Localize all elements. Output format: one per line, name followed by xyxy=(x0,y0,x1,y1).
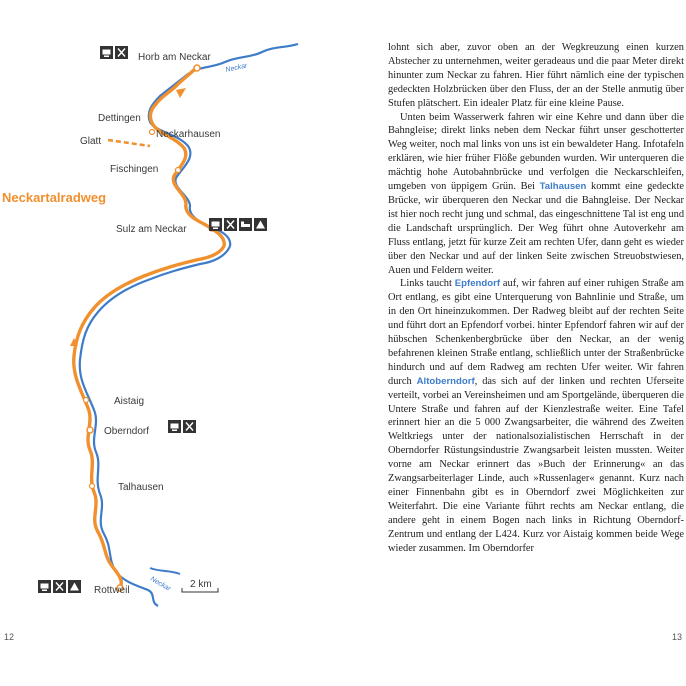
bed-icon xyxy=(239,218,252,231)
page-number-left: 12 xyxy=(4,632,15,642)
icons-oberndorf xyxy=(168,420,196,433)
neckar-tributary xyxy=(150,568,180,574)
text-column xyxy=(388,41,684,556)
p3-text-c: , das sich auf der linken und rechten Uferseite verteilt, vorbei an Vereinsheimen und am Sportgelände, überqueren die Untere Straße und fahren auf der Kienzlestraße weiter. Eine Tafel erinnert hier an die 5 000 Zwangsarbeiter, die während des Zweiten Weltkriegs unter der nationalsozialistischen Herrschaft in der Oberndorfer Rüstungsindustrie Zwangsarbeit leisten mussten. Weiter vorne am Neckar erinnert das »Buch der Erinnerung« an das Zwangsarbeiterlager Linde, auch »Russenlager« genannt. Kurz nach einer Finnenbahn gibt es in Oberndorf zwei Möglichkeiten zur Weiterfahrt. Die eine Variante führt rechts am Neckar entlang, die andere geht in einem Bogen nach links in Richtung Oberndorf-Zentrum und entlang der L424. Kurz vor Aistaig kommen beide Wege wieder zusammen. Im Oberndorfer xyxy=(388,375,684,554)
paragraph-3 xyxy=(388,277,684,555)
place-oberndorf: Oberndorf xyxy=(104,426,150,437)
marker-neckarhausen xyxy=(150,130,155,135)
train-icon xyxy=(38,580,51,593)
place-altoberndorf-highlight: Altoberndorf xyxy=(416,375,475,387)
p2-text-a: Unten beim Wasserwerk fahren wir eine Kehre und dann über die Bahngleise; direkt links neben dem Neckar führt unser geschotterter Weg weiter, noch mal links von uns ist ein bewaldeter Hang. Infotafeln erklären, wie hier früher Flöße gebunden wurden. Wir unterqueren die mächtig hohe Autobahnbrücke und verfolgen die Neckarschleifen, umgeben von üppigem Grün. Bei xyxy=(388,111,684,193)
food-icon xyxy=(183,420,196,433)
paragraph-2 xyxy=(388,111,684,278)
place-sulz: Sulz am Neckar xyxy=(116,224,187,235)
paragraph-1: lohnt sich aber, zuvor oben an der Wegkreuzung einen kurzen Abstecher zu unternehmen, weiter geradeaus und die paar Meter direkt hinunter zum Neckar zu fahren. Hier führt nämlich eine der typischen gedeckten Holzbrücken über den Fluss, der an der Stelle anmutig über Stufen plätschert. Ein idealer Platz für eine kleine Pause. xyxy=(388,42,684,109)
marker-oberndorf xyxy=(87,427,93,433)
scale-bar xyxy=(182,579,218,592)
food-icon xyxy=(53,580,66,593)
p2-text-b: kommt eine gedeckte Brücke, wir überqueren den Neckar und die Bahngleise. Der Neckar ist hier noch recht jung und schmal, das eingeschnittene Tal ist eng und die Landschaft ursprünglich. Der Weg führt ohne Autoverkehr am Fluss entlang, jetzt für kurze Zeit am rechten Ufer, dann geht es wieder über den Neckar und auf der linken Seite zwischen Streuobstwiesen, Auen und Feldern weiter. xyxy=(388,181,685,276)
place-rottweil: Rottweil xyxy=(94,585,130,596)
marker-fischingen xyxy=(176,168,181,173)
glatt-branch xyxy=(108,140,150,146)
camping-icon xyxy=(254,218,267,231)
icons-horb xyxy=(100,46,128,59)
place-glatt: Glatt xyxy=(80,136,102,147)
place-fischingen: Fischingen xyxy=(110,164,159,175)
camping-icon xyxy=(68,580,81,593)
place-aistaig: Aistaig xyxy=(114,396,145,407)
train-icon xyxy=(209,218,222,231)
route-title: Neckartalradweg xyxy=(2,190,107,205)
place-dettingen: Dettingen xyxy=(98,113,141,124)
marker-horb xyxy=(194,65,200,71)
food-icon xyxy=(224,218,237,231)
place-talhausen-highlight: Talhausen xyxy=(539,181,587,193)
route-map xyxy=(0,0,345,620)
p3-text-a: Links taucht xyxy=(400,278,455,290)
page-number-right: 13 xyxy=(672,632,683,642)
place-epfendorf-highlight: Epfendorf xyxy=(454,278,501,290)
icons-rottweil xyxy=(38,580,81,593)
food-icon xyxy=(115,46,128,59)
route-arrow-top xyxy=(176,88,186,98)
river-label-top: Neckar xyxy=(224,62,249,74)
marker-aistaig xyxy=(84,398,89,403)
place-horb: Horb am Neckar xyxy=(138,52,211,63)
train-icon xyxy=(100,46,113,59)
river-label-bottom: Neckar xyxy=(149,575,172,593)
scale-label: 2 km xyxy=(190,579,212,590)
train-icon xyxy=(168,420,181,433)
p3-text-b: auf, wir fahren auf einer ruhigen Straße am Ort entlang, es gibt eine Unterquerung von Bahnlinie und Straße, um in den Ort hineinzukommen. Der Radweg bleibt auf der rechten Seite und führt dort an Epfendorf vorbei. hinter Epfendorf fahren wir auf der hübschen Schenkenbergbrücke über den Neckar, an der wenig befahrenen kleinen Straße entlang, schließlich unter der Straßenbrücke hindurch und auf dem Radweg am rechten Ufer weiter. Wir fahren durch xyxy=(388,278,684,387)
icons-sulz xyxy=(209,218,267,231)
marker-talhausen xyxy=(90,484,95,489)
place-neckarhausen: Neckarhausen xyxy=(156,129,221,140)
place-talhausen: Talhausen xyxy=(118,482,164,493)
